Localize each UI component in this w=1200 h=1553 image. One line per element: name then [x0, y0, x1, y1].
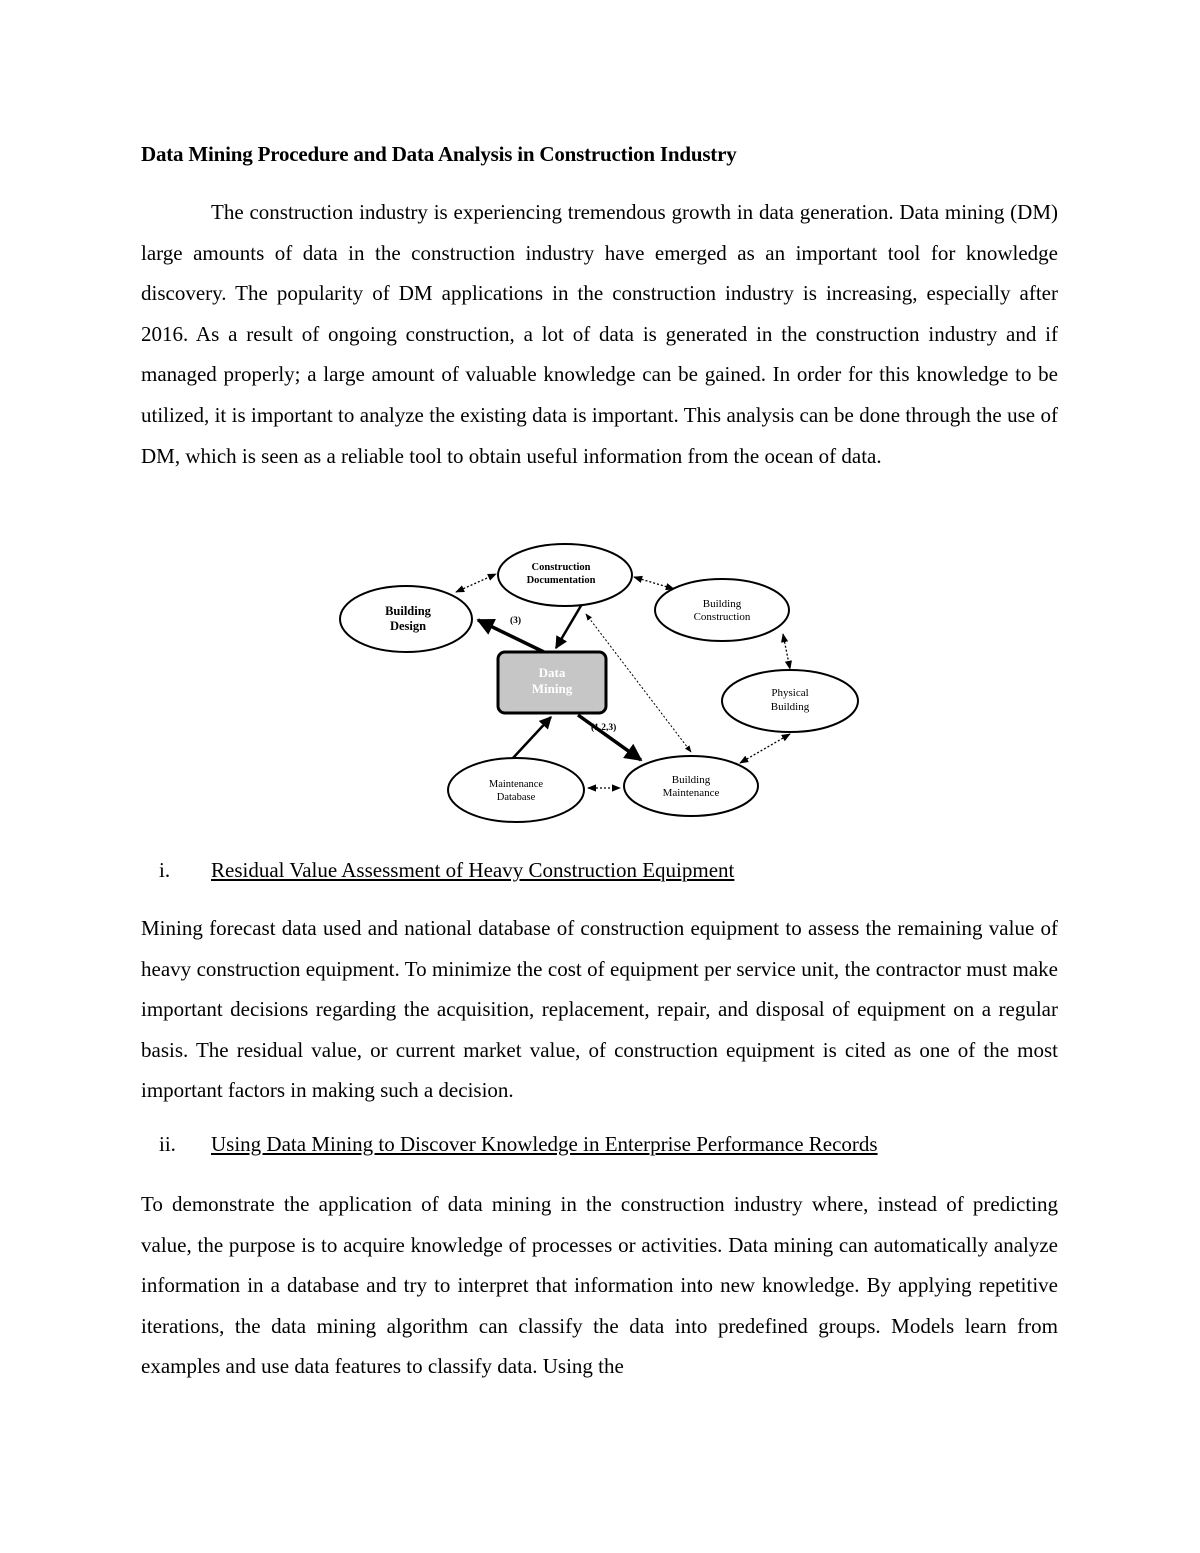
node-label-line1: Physical — [771, 687, 809, 699]
node-label-line1: Data — [538, 665, 566, 680]
node-label-line1: Maintenance — [488, 779, 544, 790]
edge-documentation-mining — [556, 604, 582, 648]
edge-mining-maintenance — [578, 715, 641, 760]
node-label-line2: Building — [770, 701, 810, 713]
edge-label-design: (3) — [510, 616, 522, 626]
data-mining-diagram — [336, 540, 864, 830]
section-number: i. — [159, 858, 171, 882]
document-title: Data Mining Procedure and Data Analysis in Construction Industry — [141, 142, 737, 166]
section-number: ii. — [159, 1132, 176, 1156]
node-label-line1: Building — [702, 598, 742, 610]
node-label-line1: Building — [671, 774, 711, 786]
node-label-line1: Construction — [531, 562, 591, 573]
intro-paragraph: The construction industry is experiencing tremendous growth in data generation. Data mining (DM) large amounts of data in the construction industry have emerged as an important tool for knowledge discovery. The popularity of DM applications in the construction industry is increasing, especially after 2016. As a result of ongoing construction, a lot of data is generated in the construction industry and if managed properly; a large amount of valuable knowledge can be gained. In order for this knowledge to be utilized, it is important to analyze the existing data is important. This analysis can be done through the use of DM, which is seen as a reliable tool to obtain useful information from the ocean of data. — [141, 200, 1058, 468]
edge-label-maintenance: (1,2,3) — [591, 723, 617, 733]
edge-design-documentation — [456, 574, 496, 592]
node-maintenance-database — [448, 758, 584, 822]
node-label-line2: Mining — [531, 681, 573, 696]
node-building-maintenance — [624, 756, 758, 816]
node-label-line2: Construction — [693, 611, 751, 623]
edge-construction-physical — [783, 634, 790, 669]
node-building-design — [340, 586, 472, 652]
node-physical-building — [722, 670, 858, 732]
edge-documentation-construction — [634, 577, 674, 589]
node-label-line2: Maintenance — [662, 787, 720, 799]
node-label-line2: Documentation — [526, 575, 596, 586]
node-label-line2: Design — [389, 619, 427, 633]
node-data-mining — [498, 652, 606, 713]
section-heading-text: Residual Value Assessment of Heavy Construction Equipment — [211, 858, 735, 882]
section-heading-text: Using Data Mining to Discover Knowledge in Enterprise Performance Records — [211, 1132, 878, 1156]
section-body-1: Mining forecast data used and national database of construction equipment to assess the remaining value of heavy construction equipment. To minimize the cost of equipment per service unit, the contractor must make important decisions regarding the acquisition, replacement, repair, and disposal of equipment on a regular basis. The residual value, or current market value, of construction equipment is cited as one of the most important factors in making such a decision. — [141, 916, 1058, 1103]
edge-maintdb-mining — [513, 717, 551, 758]
edge-physical-maintenance — [740, 734, 790, 763]
node-label-line2: Database — [496, 792, 536, 803]
node-building-construction — [655, 579, 789, 641]
node-construction-documentation — [498, 544, 632, 606]
section-body-2: To demonstrate the application of data mining in the construction industry where, instead of predicting value, the purpose is to acquire knowledge of processes or activities. Data mining can automatically analyze information in a database and try to interpret that information into new knowledge. By applying repetitive iterations, the data mining algorithm can classify the data into predefined groups. Models learn from examples and use data features to classify data. Using the — [141, 1192, 1058, 1379]
node-label-line1: Building — [385, 604, 431, 618]
